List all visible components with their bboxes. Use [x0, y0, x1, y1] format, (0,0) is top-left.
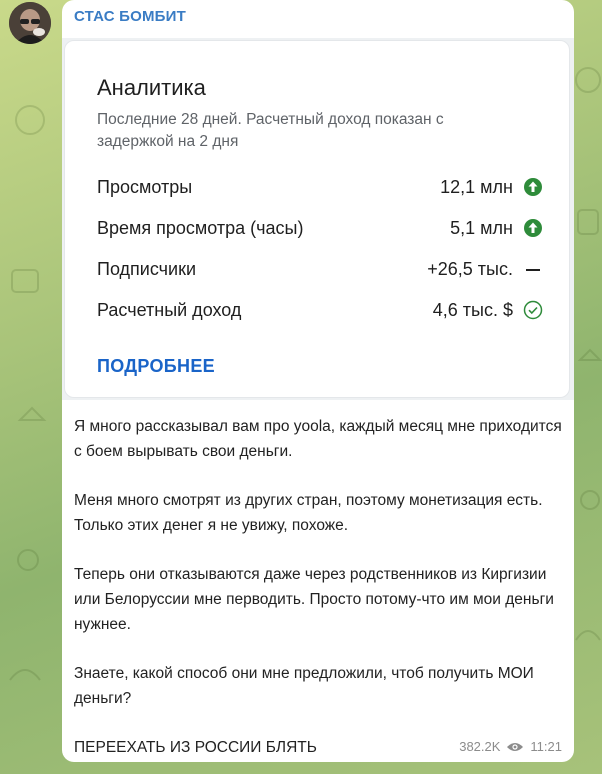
post-paragraph: Теперь они отказываются даже через родственников из Киргизии или Белоруссии мне перводить. Просто потому-что им мои деньги нужнее.	[74, 566, 554, 633]
arrow-up-green-icon	[523, 218, 543, 238]
row-value: +26,5 тыс.	[427, 259, 513, 279]
post-paragraph: Я много рассказывал вам про yoola, каждый месяц мне приходится с боем вырывать свои деньги.	[74, 418, 562, 460]
avatar-image	[9, 2, 51, 44]
dash-icon	[523, 259, 543, 279]
row-label: Подписчики	[97, 259, 197, 279]
channel-name[interactable]: СТАС БОМБИТ	[74, 8, 187, 25]
row-label: Просмотры	[97, 177, 193, 197]
check-circle-icon	[523, 300, 543, 320]
analytics-subtitle: Последние 28 дней. Расчетный доход показан с задержкой на 2 дня	[97, 111, 444, 150]
message-time: 11:21	[530, 739, 562, 754]
arrow-up-green-icon	[523, 177, 543, 197]
analytics-card[interactable]	[64, 40, 570, 398]
post-paragraph: ПЕРЕЕХАТЬ ИЗ РОССИИ БЛЯТЬ	[74, 739, 317, 756]
view-count: 382.2K	[459, 739, 501, 754]
row-value: 12,1 млн	[440, 177, 513, 197]
more-details-link[interactable]: ПОДРОБНЕЕ	[97, 356, 215, 376]
row-label: Время просмотра (часы)	[97, 218, 304, 238]
analytics-row-subscribers	[97, 257, 543, 281]
analytics-title: Аналитика	[97, 75, 206, 100]
post-paragraph: Меня много смотрят из других стран, поэтому монетизация есть. Только этих денег я не увижу, похоже.	[74, 492, 543, 534]
channel-avatar[interactable]	[9, 2, 51, 44]
row-value: 4,6 тыс. $	[432, 300, 513, 320]
message-bubble	[62, 0, 574, 762]
analytics-row-watch-time	[97, 216, 543, 240]
post-text	[74, 414, 562, 760]
post-paragraph: Знаете, какой способ они мне предложили, чтоб получить МОИ деньги?	[74, 665, 534, 707]
row-value: 5,1 млн	[450, 218, 513, 238]
row-label: Расчетный доход	[97, 300, 242, 320]
analytics-row-revenue	[97, 298, 543, 322]
message-meta	[459, 739, 562, 754]
analytics-row-views	[97, 175, 543, 199]
eye-icon	[506, 741, 524, 753]
